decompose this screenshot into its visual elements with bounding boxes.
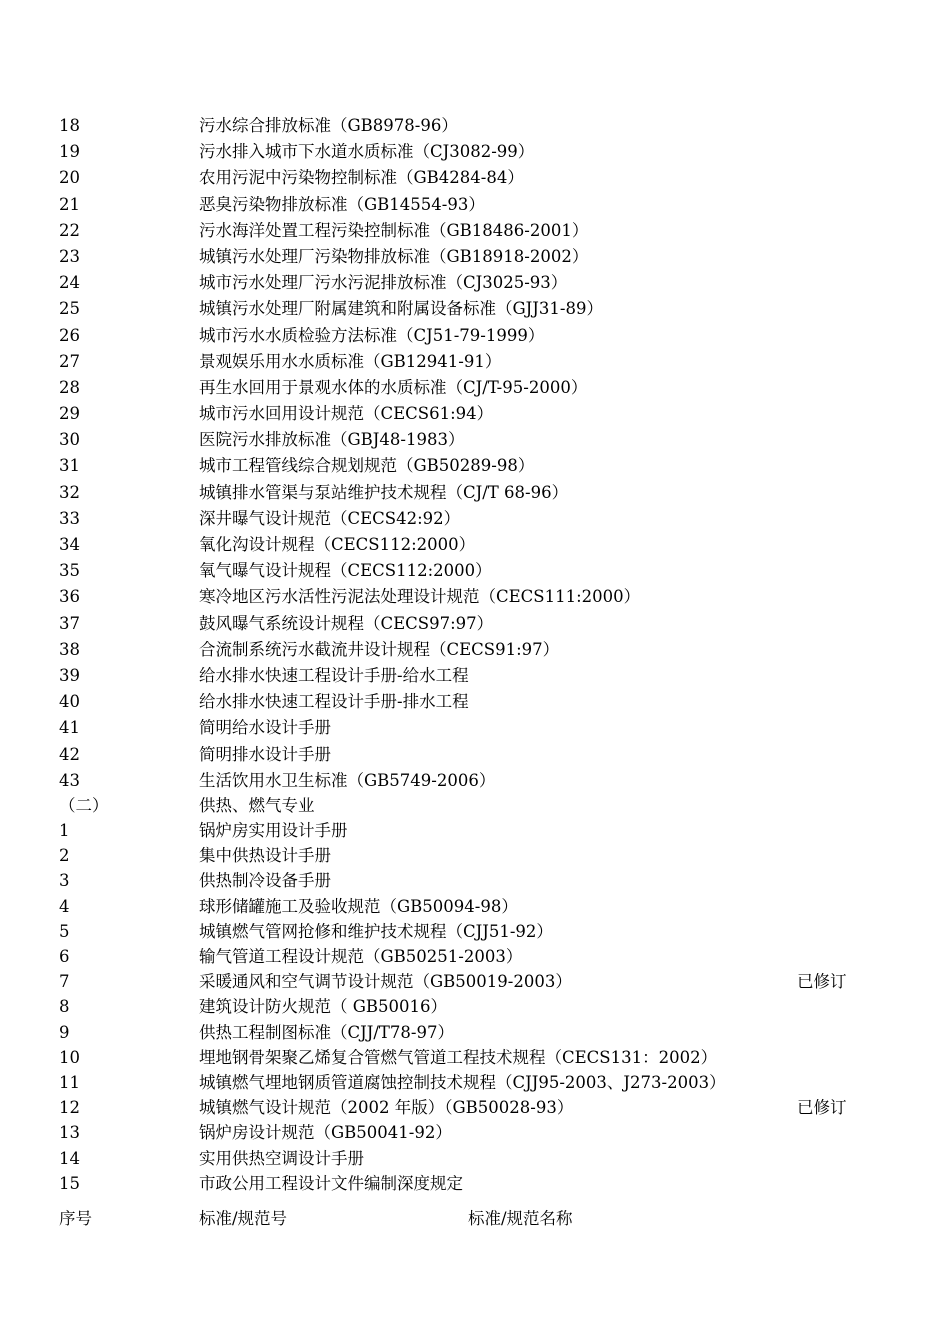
item-number: 13 — [59, 1123, 80, 1143]
item-title: 城市污水处理厂污水污泥排放标准（CJ3025-93） — [199, 273, 568, 293]
list-item — [0, 270, 950, 296]
item-title: 城镇污水处理厂附属建筑和附属设备标准（GJJ31-89） — [199, 299, 603, 319]
item-title: 城镇燃气设计规范（2002 年版）（GB50028-93） — [199, 1098, 574, 1118]
list-item — [0, 139, 950, 165]
item-number: 11 — [59, 1072, 80, 1092]
list-item — [0, 113, 950, 139]
item-number: 41 — [59, 718, 80, 738]
item-number: 1 — [59, 821, 70, 841]
item-title: 采暖通风和空气调节设计规范（GB50019-2003） — [199, 972, 572, 992]
list-item — [0, 427, 950, 453]
item-number: 3 — [59, 871, 70, 891]
item-title: 寒冷地区污水活性污泥法处理设计规范（CECS111:2000） — [199, 587, 641, 607]
list-item — [0, 558, 950, 584]
list-item — [0, 894, 950, 919]
item-title: 城市污水回用设计规范（CECS61:94） — [199, 404, 494, 424]
list-item — [0, 818, 950, 843]
item-title: 氧化沟设计规程（CECS112:2000） — [199, 535, 476, 554]
header-standard-code: 标准/规范号 — [199, 1209, 288, 1228]
list-item — [0, 843, 950, 868]
list-item — [0, 994, 950, 1019]
item-number: 9 — [59, 1022, 70, 1042]
item-number: 2 — [59, 846, 70, 866]
item-number: 14 — [59, 1148, 80, 1168]
list-item — [0, 323, 950, 349]
list-item — [0, 506, 950, 532]
item-number: 23 — [59, 246, 80, 266]
item-title: 污水综合排放标准（GB8978-96） — [199, 116, 458, 135]
list-item — [0, 296, 950, 322]
item-number: 6 — [59, 947, 70, 966]
header-serial-number: 序号 — [59, 1209, 92, 1228]
list-item — [0, 663, 950, 689]
list-item — [0, 1171, 950, 1196]
standards-list — [0, 113, 950, 1196]
item-title: 简明排水设计手册 — [199, 744, 331, 764]
list-item — [0, 689, 950, 715]
item-title: 建筑设计防火规范（ GB50016） — [199, 997, 448, 1017]
item-number: 37 — [59, 613, 80, 633]
list-item — [0, 793, 950, 818]
item-title: 恶臭污染物排放标准（GB14554-93） — [199, 194, 485, 214]
item-title: 供热制冷设备手册 — [199, 871, 331, 891]
list-item — [0, 1020, 950, 1045]
item-title: 城市污水水质检验方法标准（CJ51-79-1999） — [199, 325, 545, 345]
item-number: 35 — [59, 561, 80, 581]
item-title: 实用供热空调设计手册 — [199, 1148, 364, 1168]
item-title: 供热工程制图标准（CJJ/T78-97） — [199, 1022, 454, 1042]
item-title: 锅炉房实用设计手册 — [199, 821, 348, 841]
item-number: 4 — [59, 896, 70, 916]
list-item — [0, 244, 950, 270]
list-item — [0, 637, 950, 663]
list-item — [0, 868, 950, 893]
item-title: 再生水回用于景观水体的水质标准（CJ/T-95-2000） — [199, 377, 588, 397]
item-title: 合流制系统污水截流井设计规程（CECS91:97） — [199, 639, 560, 659]
header-standard-name: 标准/规范名称 — [468, 1209, 573, 1228]
list-item — [0, 969, 950, 994]
item-title: 集中供热设计手册 — [199, 846, 331, 866]
item-number: 8 — [59, 997, 70, 1017]
list-item — [0, 375, 950, 401]
item-title: 给水排水快速工程设计手册-给水工程 — [199, 665, 469, 685]
list-item — [0, 453, 950, 479]
item-title: 埋地钢骨架聚乙烯复合管燃气管道工程技术规程（CECS131：2002） — [199, 1047, 718, 1067]
revision-note: 已修订 — [797, 972, 847, 992]
item-number: 22 — [59, 220, 80, 240]
revision-note: 已修订 — [797, 1098, 847, 1118]
item-title: 城市工程管线综合规划规范（GB50289-98） — [199, 456, 535, 476]
item-number: 32 — [59, 482, 80, 502]
item-title: 污水海洋处置工程污染控制标准（GB18486-2001） — [199, 220, 589, 240]
item-title: 供热、燃气专业 — [199, 795, 315, 815]
item-title: 城镇排水管渠与泵站维护技术规程（CJ/T 68-96） — [199, 482, 569, 502]
item-number: 5 — [59, 921, 70, 941]
list-item — [0, 944, 950, 969]
item-title: 市政公用工程设计文件编制深度规定 — [199, 1173, 463, 1193]
item-title: 锅炉房设计规范（GB50041-92） — [199, 1123, 452, 1143]
item-number: （二） — [59, 795, 109, 815]
item-title: 深井曝气设计规范（CECS42:92） — [199, 508, 461, 528]
item-title: 城镇燃气管网抢修和维护技术规程（CJJ51-92） — [199, 921, 553, 941]
list-item — [0, 1045, 950, 1070]
list-item — [0, 532, 950, 558]
list-item — [0, 218, 950, 244]
list-item — [0, 919, 950, 944]
list-item — [0, 480, 950, 506]
item-number: 34 — [59, 535, 80, 554]
item-number: 43 — [59, 770, 80, 790]
list-item — [0, 1146, 950, 1171]
list-item — [0, 1120, 950, 1145]
item-number: 39 — [59, 665, 80, 685]
item-number: 20 — [59, 168, 80, 188]
item-number: 18 — [59, 116, 80, 135]
item-title: 生活饮用水卫生标准（GB5749-2006） — [199, 770, 496, 790]
table-header-row — [0, 1206, 950, 1232]
item-number: 7 — [59, 972, 70, 992]
item-number: 24 — [59, 273, 80, 293]
item-number: 10 — [59, 1047, 80, 1067]
list-item — [0, 1070, 950, 1095]
item-number: 25 — [59, 299, 80, 319]
item-title: 氧气曝气设计规程（CECS112:2000） — [199, 561, 492, 581]
item-number: 19 — [59, 142, 80, 162]
item-number: 31 — [59, 456, 80, 476]
item-title: 农用污泥中污染物控制标准（GB4284-84） — [199, 168, 524, 188]
item-number: 15 — [59, 1173, 80, 1193]
item-title: 城镇燃气埋地钢质管道腐蚀控制技术规程（CJJ95-2003、J273-2003） — [199, 1072, 726, 1092]
list-item — [0, 349, 950, 375]
item-number: 29 — [59, 404, 80, 424]
item-title: 给水排水快速工程设计手册-排水工程 — [199, 692, 469, 712]
list-item — [0, 768, 950, 793]
item-number: 33 — [59, 508, 80, 528]
list-item — [0, 401, 950, 427]
list-item — [0, 1095, 950, 1120]
item-number: 21 — [59, 194, 80, 214]
list-item — [0, 611, 950, 637]
list-item — [0, 192, 950, 218]
item-number: 12 — [59, 1098, 80, 1118]
item-title: 景观娱乐用水水质标准（GB12941-91） — [199, 351, 502, 371]
item-number: 42 — [59, 744, 80, 764]
item-title: 输气管道工程设计规范（GB50251-2003） — [199, 947, 523, 966]
item-number: 26 — [59, 325, 80, 345]
item-number: 38 — [59, 639, 80, 659]
list-item — [0, 165, 950, 191]
list-item — [0, 742, 950, 768]
item-title: 鼓风曝气系统设计规程（CECS97:97） — [199, 613, 494, 633]
item-number: 36 — [59, 587, 80, 607]
list-item — [0, 715, 950, 741]
list-item — [0, 584, 950, 610]
item-title: 医院污水排放标准（GBJ48-1983） — [199, 430, 465, 450]
item-number: 27 — [59, 351, 80, 371]
item-title: 简明给水设计手册 — [199, 718, 331, 738]
item-number: 30 — [59, 430, 80, 450]
item-title: 球形储罐施工及验收规范（GB50094-98） — [199, 896, 518, 916]
item-title: 城镇污水处理厂污染物排放标准（GB18918-2002） — [199, 246, 589, 266]
item-number: 28 — [59, 377, 80, 397]
item-title: 污水排入城市下水道水质标准（CJ3082-99） — [199, 142, 535, 162]
item-number: 40 — [59, 692, 80, 712]
